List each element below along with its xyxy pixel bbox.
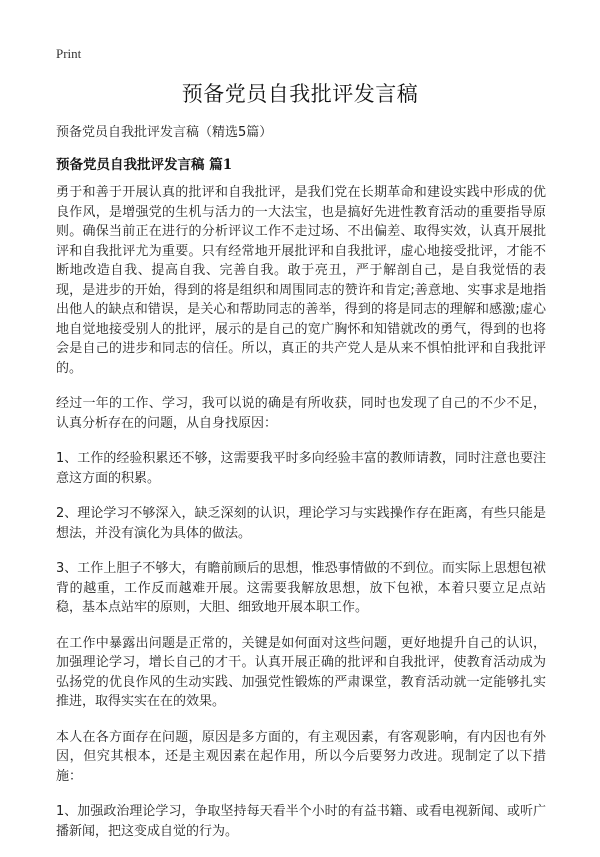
paragraph: 2、理论学习不够深入，缺乏深刻的认识，理论学习与实践操作存在距离，有些只能是想法，并没有演化为具体的做法。: [56, 506, 546, 541]
paragraph: 1、工作的经验积累还不够，这需要我平时多向经验丰富的教师请教，同时注意也要注意这方面的积累。: [56, 451, 546, 486]
print-label[interactable]: Print: [56, 46, 82, 61]
article-body: [56, 183, 546, 857]
paragraph: 本人在各方面存在问题，原因是多方面的，有主观因素，有客观影响，有内因也有外因，但究其根本，还是主观因素在起作用，所以今后要努力改进。现制定了以下措施：: [56, 729, 546, 784]
page-title: 预备党员自我批评发言稿: [181, 82, 419, 106]
paragraph: 在工作中暴露出问题是正常的，关键是如何面对这些问题，更好地提升自己的认识，加强理论学习，增长自己的才干。认真开展正确的批评和自我批评，使教育活动成为弘扬党的优良作风的生动实践、加强党性锻炼的严肃课堂，教育活动就一定能够扎实推进，取得实实在在的效果。: [56, 635, 546, 709]
document-subtitle: 预备党员自我批评发言稿（精选5篇）: [56, 125, 273, 140]
paragraph: 3、工作上胆子不够大，有瞻前顾后的思想，惟恐事情做的不到位。而实际上思想包袱背的越重，工作反而越难开展。这需要我解放思想，放下包袱，本着只要立足点站稳，基本点站牢的原则，大胆、细致地开展本职工作。: [56, 561, 546, 615]
section-heading: 预备党员自我批评发言稿 篇1: [56, 157, 233, 173]
paragraph: 1、加强政治理论学习，争取坚持每天看半个小时的有益书籍、或看电视新闻、或听广播新闻，把这变成自觉的行为。: [56, 804, 546, 839]
paragraph: 勇于和善于开展认真的批评和自我批评，是我们党在长期革命和建设实践中形成的优良作风，是增强党的生机与活力的一大法宝，也是搞好先进性教育活动的重要指导原则。确保当前正在进行的分析评议工作不走过场、不出偏差、取得实效，认真开展批评和自我批评尤为重要。只有经常地开展批评和自我批评，虚心地接受批评，才能不断地改造自我、提高自我、完善自我。敢于亮丑，严于解剖自己，是自我觉悟的表现，是进步的开始，得到的将是组织和周围同志的赞许和肯定;善意地、实事求是地指出他人的缺点和错误，是关心和帮助同志的善举，得到的将是同志的理解和感激;虚心地自觉地接受别人的批评，展示的是自己的宽广胸怀和知错就改的勇气，得到的也将会是自己的进步和同志的信任。所以，真正的共产党人是从来不惧怕批评和自我批评的。: [56, 185, 546, 376]
paragraph: 经过一年的工作、学习，我可以说的确是有所收获，同时也发现了自己的不少不足，认真分析存在的问题，从自身找原因：: [56, 396, 546, 431]
